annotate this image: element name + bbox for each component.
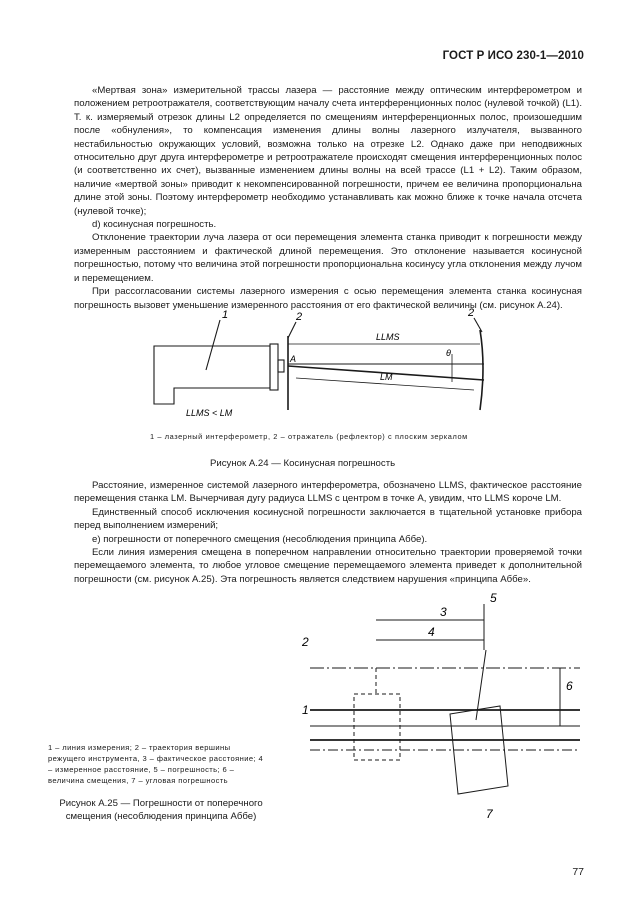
fig24-caption: Рисунок А.24 — Косинусная погрешность <box>210 458 396 469</box>
fig25-label-1: 1 <box>302 703 309 717</box>
leader-2a <box>288 322 296 338</box>
leader-1 <box>206 320 220 370</box>
fig24-label-2a: 2 <box>296 311 303 323</box>
fig25-label-2: 2 <box>302 635 309 649</box>
body-text-1 <box>74 84 582 312</box>
interferometer-lens <box>270 344 278 390</box>
fig24-llms: LLMS <box>376 332 400 342</box>
body-text-2 <box>74 479 582 586</box>
interferometer-port <box>278 360 284 372</box>
document-header: ГОСТ Р ИСО 230-1—2010 <box>442 50 584 62</box>
fig25-caption: Рисунок А.25 — Погрешности от поперечного смещения (несоблюдения принципа Аббе) <box>59 798 263 822</box>
page-number: 77 <box>572 866 584 878</box>
fig25-label-5: 5 <box>490 591 497 605</box>
fig25-label-7: 7 <box>486 807 493 820</box>
fig25-label-6: 6 <box>566 679 573 693</box>
paragraph-measured: Расстояние, измеренное системой лазерного интерферометра, обозначено LLMS, фактическое расстояние перемещения станка LM. Вычерчивая дугу радиуса LLMS с центром в точке A, увидим, что LLMS короче LM. <box>74 480 582 505</box>
reflector-right <box>480 330 483 410</box>
figure-a24 <box>130 300 510 418</box>
fig24-theta: θ <box>446 348 451 358</box>
fig24-label-1: 1 <box>222 309 229 321</box>
fig24-point-a: A <box>290 354 297 364</box>
paragraph-item-d: d) косинусная погрешность. <box>92 219 217 231</box>
paragraph-only-way: Единственный способ исключения косинусной погрешности заключается в тщательной установке прибора перед выполнением измерений; <box>74 506 582 532</box>
fig25-notes: 1 – линия измерения; 2 – траектория вершины режущего инструмента, 3 – фактическое расстояние; 4 – измеренное расстояние, 5 – погрешность; 6 – величина смещения, 7 – угловая погрешность <box>48 743 264 785</box>
figure-a25 <box>290 590 590 820</box>
interferometer-body <box>154 346 270 404</box>
paragraph-item-e: e) погрешности от поперечного смещения (несоблюдения принципа Аббе). <box>92 533 428 545</box>
paragraph-abbe: Если линия измерения смещена в поперечном направлении относительно траектории проверяемой точки перемещаемого элемента, то любое угловое смещение перемещаемого элемента приведет к дополнительной погрешности (см. рисунок А.25). Эта погрешность является следствием нарушения «принципа Аббе». <box>74 547 582 585</box>
fig24-relation: LLMS < LM <box>186 408 233 418</box>
fig25-label-4: 4 <box>428 625 435 639</box>
fig25-label-3: 3 <box>440 605 447 619</box>
paragraph-misalignment: При рассогласовании системы лазерного измерения с осью перемещения элемента станка косинусная погрешность вызовет уменьшение измеренного расстояния от его фактической величины (см. рисунок А.24). <box>74 286 582 311</box>
fig24-note: 1 – лазерный интерферометр, 2 – отражатель (рефлектор) с плоским зеркалом <box>150 432 468 441</box>
paragraph-deviation: Отклонение траектории луча лазера от оси перемещения элемента станка приводит к погрешности между измеренным расстоянием и фактической длиной перемещения. Это отклонение называется косинусной погрешностью, потому что величина этой погрешности пропорциональна косинусу угла отклонения между лучом и перемещением. <box>74 232 582 284</box>
fig24-lm: LM <box>380 372 393 382</box>
leader-2b <box>474 318 482 332</box>
paragraph-dead-zone: «Мертвая зона» измерительной трассы лазера — расстояние между оптическим интерферометром и положением ретроотражателя, соответствующим началу счета интерференционных полос (нулевой точкой) (L1). Т. к. измеряемый отрезок длины L2 определяется по смещениям интерференционных полос, произошедшим после «обнуления», то компенсация изменения длины волны лазерного излучателя, вызванного нестабильностью окружающих условий, возможна только на отрезке L2. Однако даже при неподвижных относительно друг друга интерферометре и ретроотражателе происходят смещения интерференционных полос (и соответственно их счет), вызванные изменением длины волны на всей трассе (L1 + L2). Таким образом, наличие «мертвой зоны» приводит к некомпенсированной погрешности, причем ее величина пропорциональна длине этой зоны. Поэтому интерферометр необходимо устанавливать как можно ближе к точке начала отсчета (нулевой точке); <box>74 85 582 217</box>
fig24-label-2b: 2 <box>468 307 475 319</box>
